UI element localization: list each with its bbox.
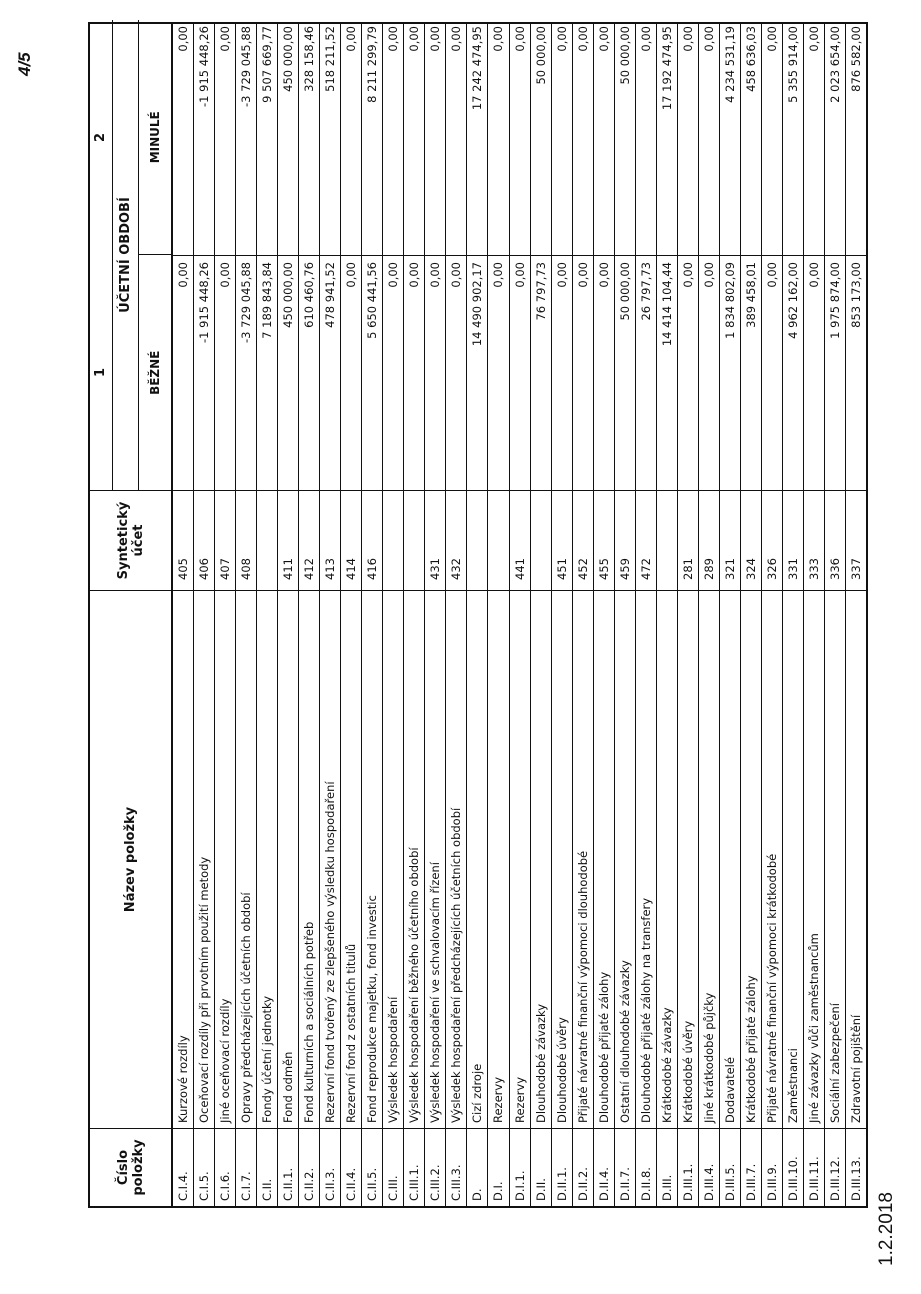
row-code: D.III.1.: [678, 1128, 698, 1206]
row-previous-value: 0,00: [701, 26, 716, 52]
row-synthetic-account: 326: [762, 490, 782, 590]
row-previous-value: 50 000,00: [617, 26, 632, 85]
row-code: C.III.2.: [425, 1128, 445, 1206]
header-column-number-1: 1: [93, 367, 108, 378]
row-name: Dlouhodobé přijaté zálohy na transfery: [636, 590, 656, 1128]
table-row: [615, 24, 636, 1206]
row-current-value: 0,00: [425, 255, 445, 490]
row-name: Oceňovací rozdíly při prvotním použití metody: [194, 590, 214, 1128]
row-code: C.II.5.: [362, 1128, 382, 1206]
row-code: D.III.13.: [846, 1128, 866, 1206]
row-current-value: -1 915 448,26: [194, 255, 214, 490]
table-row: [467, 24, 488, 1206]
row-previous-value: 876 582,00: [849, 26, 864, 92]
row-synthetic-account: 281: [678, 490, 698, 590]
row-synthetic-account: [404, 490, 424, 590]
header-period-title: ÚČETNÍ OBDOBÍ: [112, 20, 139, 490]
row-previous-value: 0,00: [491, 26, 506, 52]
row-name: Dlouhodobé přijaté zálohy: [594, 590, 614, 1128]
row-synthetic-account: 431: [425, 490, 445, 590]
row-code: C.I.6.: [215, 1128, 235, 1206]
row-name: Fond reprodukce majetku, fond investic: [362, 590, 382, 1128]
table-row: [215, 24, 236, 1206]
table-row: [762, 24, 783, 1206]
row-name: Přijaté návratné finanční výpomoci krátkodobé: [762, 590, 782, 1128]
row-current-value: 76 797,73: [531, 255, 551, 490]
row-previous-value: -1 915 448,26: [197, 26, 212, 107]
row-previous-value: 0,00: [575, 26, 590, 52]
row-previous-value: 518 211,52: [323, 26, 338, 92]
row-synthetic-account: [657, 490, 677, 590]
row-previous-value: 50 000,00: [533, 26, 548, 85]
row-current-value: 0,00: [678, 255, 698, 490]
header-previous: MINULÉ: [148, 111, 162, 164]
row-previous-value: 0,00: [512, 26, 527, 52]
row-name: Rezervy: [510, 590, 530, 1128]
row-previous-value: 4 234 531,19: [722, 26, 737, 103]
row-current-value: 4 962 162,00: [783, 255, 803, 490]
row-previous-value: 0,00: [176, 26, 191, 52]
row-name: Krátkodobé závazky: [657, 590, 677, 1128]
row-name: Výsledek hospodaření: [383, 590, 403, 1128]
row-code: D.III.5.: [720, 1128, 740, 1206]
row-current-value: 450 000,00: [278, 255, 298, 490]
row-name: Přijaté návratné finanční výpomoci dlouhodobé: [573, 590, 593, 1128]
row-name: Zaměstnanci: [783, 590, 803, 1128]
row-synthetic-account: [257, 490, 277, 590]
row-code: D.II.1.: [552, 1128, 572, 1206]
row-current-value: 14 414 104,44: [657, 255, 677, 490]
row-synthetic-account: 452: [573, 490, 593, 590]
row-previous-value: 0,00: [407, 26, 422, 52]
row-current-value: 853 173,00: [846, 255, 866, 490]
row-name: Výsledek hospodaření ve schvalovacím řízení: [425, 590, 445, 1128]
row-name: Sociální zabezpečení: [825, 590, 845, 1128]
row-code: D.III.11.: [804, 1128, 824, 1206]
row-code: D.II.7.: [615, 1128, 635, 1206]
table-row: [320, 24, 341, 1206]
row-synthetic-account: 455: [594, 490, 614, 590]
row-current-value: 0,00: [762, 255, 782, 490]
row-current-value: 0,00: [488, 255, 508, 490]
table-row: [699, 24, 720, 1206]
row-code: C.III.3.: [446, 1128, 466, 1206]
row-code: C.III.1.: [404, 1128, 424, 1206]
row-code: C.II.: [257, 1128, 277, 1206]
row-code: D.II.: [531, 1128, 551, 1206]
table-row: [383, 24, 404, 1206]
row-current-value: 389 458,01: [741, 255, 761, 490]
document-date: 1.2.2018: [876, 1192, 897, 1266]
row-code: D.III.: [657, 1128, 677, 1206]
row-name: Ostatní dlouhodobé závazky: [615, 590, 635, 1128]
row-previous-value: 0,00: [428, 26, 443, 52]
row-name: Opravy předcházejících účetních období: [236, 590, 256, 1128]
row-code: D.III.12.: [825, 1128, 845, 1206]
header-current: BĚŽNÉ: [139, 255, 171, 491]
table-row: [804, 24, 825, 1206]
row-previous-value: 450 000,00: [281, 26, 296, 92]
row-current-value: 0,00: [699, 255, 719, 490]
row-current-value: 0,00: [573, 255, 593, 490]
table-row: [257, 24, 278, 1206]
table-row: [425, 24, 446, 1206]
row-code: D.III.7.: [741, 1128, 761, 1206]
row-previous-value: 0,00: [386, 26, 401, 52]
row-name: Kurzové rozdíly: [173, 590, 193, 1128]
row-name: Jiné oceňovací rozdíly: [215, 590, 235, 1128]
row-current-value: 14 490 902,17: [467, 255, 487, 490]
table-row: [783, 24, 804, 1206]
row-name: Jiné krátkodobé půjčky: [699, 590, 719, 1128]
table-row: [846, 24, 866, 1206]
row-previous-value: -3 729 045,88: [239, 26, 254, 107]
row-current-value: 0,00: [383, 255, 403, 490]
table-row: [446, 24, 467, 1206]
table-row: [678, 24, 699, 1206]
table-row: [299, 24, 320, 1206]
row-code: D.III.10.: [783, 1128, 803, 1206]
row-name: Rezervní fond tvořený ze zlepšeného výsledku hospodaření: [320, 590, 340, 1128]
table-row: [404, 24, 425, 1206]
row-previous-value: 0,00: [764, 26, 779, 52]
row-synthetic-account: 413: [320, 490, 340, 590]
row-code: D.: [467, 1128, 487, 1206]
row-previous-value: 17 192 474,95: [659, 26, 674, 111]
row-current-value: 1 975 874,00: [825, 255, 845, 490]
row-synthetic-account: 406: [194, 490, 214, 590]
row-current-value: 0,00: [446, 255, 466, 490]
row-current-value: 0,00: [215, 255, 235, 490]
row-name: Dodavatelé: [720, 590, 740, 1128]
row-name: Rezervní fond z ostatních titulů: [341, 590, 361, 1128]
table-body: [173, 24, 866, 1206]
header-name: Název položky: [90, 590, 171, 1128]
header-synthetic-account: Syntetický účet: [90, 490, 171, 590]
table-header: [90, 24, 173, 1206]
row-code: D.I.1.: [510, 1128, 530, 1206]
table-row: [657, 24, 678, 1206]
row-synthetic-account: 337: [846, 490, 866, 590]
row-previous-value: 0,00: [218, 26, 233, 52]
row-current-value: 0,00: [341, 255, 361, 490]
header-accounting-period: [90, 20, 171, 490]
row-synthetic-account: 414: [341, 490, 361, 590]
row-current-value: 50 000,00: [615, 255, 635, 490]
row-code: C.I.7.: [236, 1128, 256, 1206]
row-previous-value: 0,00: [596, 26, 611, 52]
row-previous-value: 0,00: [638, 26, 653, 52]
row-name: Cizí zdroje: [467, 590, 487, 1128]
row-current-value: 7 189 843,84: [257, 255, 277, 490]
header-code: Číslo položky: [90, 1128, 171, 1206]
row-current-value: -3 729 045,88: [236, 255, 256, 490]
row-previous-value: 9 507 669,77: [260, 26, 275, 103]
row-previous-value: 0,00: [344, 26, 359, 52]
row-synthetic-account: 412: [299, 490, 319, 590]
row-synthetic-account: 331: [783, 490, 803, 590]
table-row: [278, 24, 299, 1206]
header-column-number-2: 2: [93, 132, 108, 143]
row-synthetic-account: 459: [615, 490, 635, 590]
row-code: C.II.4.: [341, 1128, 361, 1206]
page-number: 4/5: [15, 52, 34, 76]
row-previous-value: 458 636,03: [743, 26, 758, 92]
row-current-value: 0,00: [404, 255, 424, 490]
row-synthetic-account: 333: [804, 490, 824, 590]
row-current-value: 0,00: [594, 255, 614, 490]
table-row: [510, 24, 531, 1206]
row-current-value: 610 460,76: [299, 255, 319, 490]
row-code: C.III.: [383, 1128, 403, 1206]
row-code: D.II.8.: [636, 1128, 656, 1206]
table-row: [488, 24, 509, 1206]
row-synthetic-account: 416: [362, 490, 382, 590]
row-synthetic-account: [467, 490, 487, 590]
row-synthetic-account: 408: [236, 490, 256, 590]
row-current-value: 5 650 441,56: [362, 255, 382, 490]
row-synthetic-account: [488, 490, 508, 590]
row-previous-value: 0,00: [680, 26, 695, 52]
row-current-value: 0,00: [510, 255, 530, 490]
row-code: D.II.2.: [573, 1128, 593, 1206]
row-name: Dlouhodobé úvěry: [552, 590, 572, 1128]
row-name: Fondy účetní jednotky: [257, 590, 277, 1128]
row-current-value: 0,00: [173, 255, 193, 490]
row-current-value: 478 941,52: [320, 255, 340, 490]
row-synthetic-account: [531, 490, 551, 590]
row-previous-value: 0,00: [449, 26, 464, 52]
table-row: [194, 24, 215, 1206]
table-row: [362, 24, 383, 1206]
row-name: Zdravotní pojištění: [846, 590, 866, 1128]
row-current-value: 1 834 802,09: [720, 255, 740, 490]
row-synthetic-account: 289: [699, 490, 719, 590]
row-code: D.I.: [488, 1128, 508, 1206]
table-row: [825, 24, 846, 1206]
row-current-value: 0,00: [552, 255, 572, 490]
row-current-value: 0,00: [804, 255, 824, 490]
row-code: C.II.3.: [320, 1128, 340, 1206]
row-code: C.I.4.: [173, 1128, 193, 1206]
row-synthetic-account: 407: [215, 490, 235, 590]
row-name: Dlouhodobé závazky: [531, 590, 551, 1128]
table-row: [636, 24, 657, 1206]
row-previous-value: 0,00: [806, 26, 821, 52]
table-row: [573, 24, 594, 1206]
row-synthetic-account: 441: [510, 490, 530, 590]
table-row: [173, 24, 194, 1206]
table-row: [341, 24, 362, 1206]
row-synthetic-account: 405: [173, 490, 193, 590]
table-row: [236, 24, 257, 1206]
row-code: C.II.2.: [299, 1128, 319, 1206]
row-previous-value: 5 355 914,00: [785, 26, 800, 103]
row-name: Krátkodobé přijaté zálohy: [741, 590, 761, 1128]
row-synthetic-account: [383, 490, 403, 590]
row-previous-value: 8 211 299,79: [365, 26, 380, 103]
table-row: [741, 24, 762, 1206]
balance-sheet-table: [88, 22, 868, 1208]
table-row: [552, 24, 573, 1206]
row-name: Rezervy: [488, 590, 508, 1128]
row-synthetic-account: 451: [552, 490, 572, 590]
table-row: [531, 24, 552, 1206]
row-name: Výsledek hospodaření běžného účetního období: [404, 590, 424, 1128]
row-synthetic-account: 324: [741, 490, 761, 590]
row-previous-value: 2 023 654,00: [827, 26, 842, 103]
row-name: Jiné závazky vůči zaměstnancům: [804, 590, 824, 1128]
row-name: Výsledek hospodaření předcházejících účetních období: [446, 590, 466, 1128]
row-synthetic-account: 432: [446, 490, 466, 590]
row-code: C.I.5.: [194, 1128, 214, 1206]
row-previous-value: 328 158,46: [302, 26, 317, 92]
row-code: D.III.4.: [699, 1128, 719, 1206]
row-synthetic-account: 411: [278, 490, 298, 590]
table-row: [720, 24, 741, 1206]
row-name: Fond odměn: [278, 590, 298, 1128]
row-code: C.II.1.: [278, 1128, 298, 1206]
row-synthetic-account: 321: [720, 490, 740, 590]
table-row: [594, 24, 615, 1206]
row-previous-value: 0,00: [554, 26, 569, 52]
row-code: D.III.9.: [762, 1128, 782, 1206]
row-current-value: 26 797,73: [636, 255, 656, 490]
row-name: Krátkodobé úvěry: [678, 590, 698, 1128]
row-code: D.II.4.: [594, 1128, 614, 1206]
row-previous-value: 17 242 474,95: [470, 26, 485, 111]
row-synthetic-account: 336: [825, 490, 845, 590]
row-name: Fond kulturních a sociálních potřeb: [299, 590, 319, 1128]
row-synthetic-account: 472: [636, 490, 656, 590]
